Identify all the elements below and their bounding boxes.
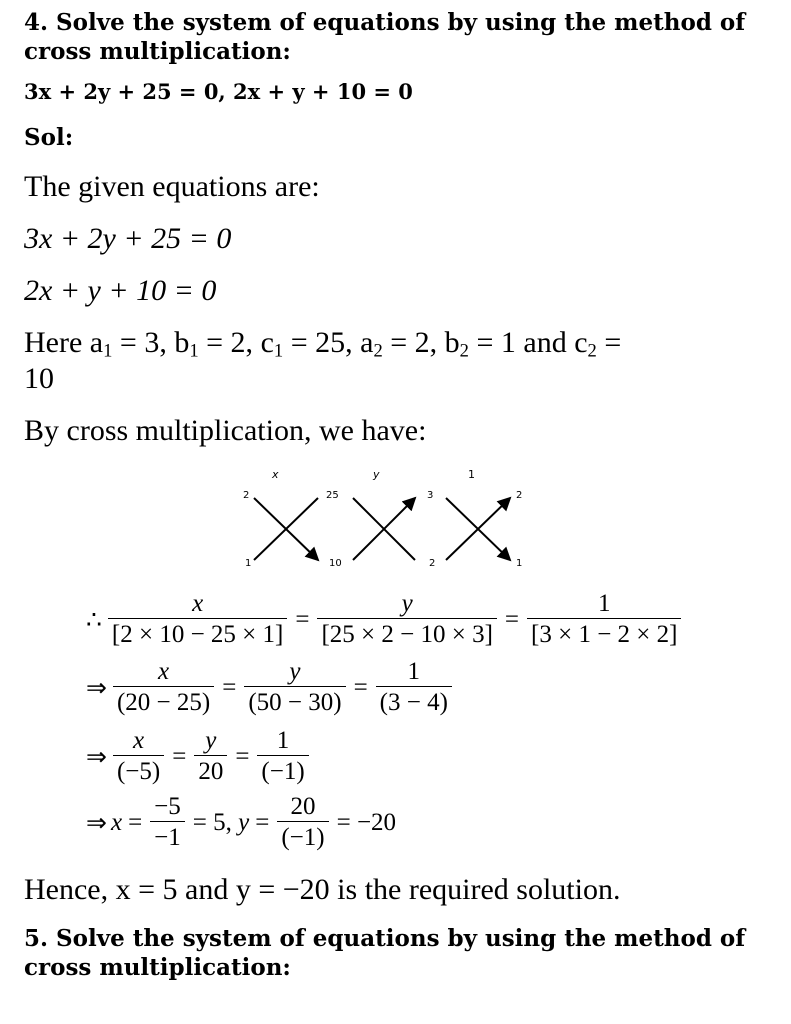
question-4-heading-line2: cross multiplication: xyxy=(24,38,291,65)
implies-arrow: ⇒ xyxy=(86,674,107,702)
fraction-1: $\frac{1}{[3 \times 1 - 2 \times 2]}$ xyxy=(527,590,681,649)
diagram-num-3: 3 xyxy=(427,490,434,501)
b1-value: = 2, xyxy=(206,326,254,359)
fraction-x: $\frac{x}{[2 \times 10 - 25 \times 1]}$ xyxy=(108,590,287,649)
fraction-y-value: $\frac{20}{(-1)}$ xyxy=(277,793,328,852)
step-1: ∴ $\frac{x}{[2 \times 10 - 25 \times 1]}$ = $\frac{y}{[25 \times 2 - 10 \times 3]}$ = $\frac{1}{[3 \times 1 - 2 \times 2]}$ xyxy=(86,590,683,649)
a2-value: = 2, xyxy=(390,326,438,359)
fraction-x: $\frac{x}{(20 - 25)}$ xyxy=(113,658,214,717)
question-4-equations: 3x + 2y + 25 = 0, 2x + y + 10 = 0 xyxy=(24,79,413,104)
variable-y: y xyxy=(238,808,250,836)
step-3: ⇒ $\frac{x}{(-5)}$ = $\frac{y}{20}$ = $\frac{1}{(-1)}$ xyxy=(86,727,311,786)
therefore-symbol: ∴ xyxy=(86,606,102,634)
diagram-label-y: y xyxy=(373,468,380,481)
diagram-num-2b: 2 xyxy=(429,558,436,569)
question-4-heading xyxy=(24,8,745,66)
x-result: = 5, xyxy=(192,808,239,836)
c2-eq: = xyxy=(604,326,622,359)
c2-value: 10 xyxy=(24,362,54,395)
implies-arrow: ⇒ xyxy=(86,743,107,771)
fraction-x-value: $\frac{-5}{-1}$ xyxy=(150,793,185,852)
equation-1: 3x + 2y + 25 = 0 xyxy=(24,222,232,255)
fraction-1: $\frac{1}{(-1)}$ xyxy=(257,727,308,786)
question-5-heading-line1: 5. Solve the system of equations by using the method of xyxy=(24,925,746,952)
a1-value: = 3, xyxy=(119,326,167,359)
coefficients-line: Here $a_1 = 3$, $b_1 = 2$, $c_1 = 25$, $a_2 = 2$, $b_2 = 1$ and $c_2$ = xyxy=(24,326,622,362)
step-4: ⇒ x = $\frac{-5}{-1}$ = 5, y = $\frac{20}{(-1)}$ = −20 xyxy=(86,793,397,851)
here-text: Here xyxy=(24,326,83,359)
cross-multiplication-diagram xyxy=(230,460,540,575)
y-result: = −20 xyxy=(336,808,397,836)
conclusion: Hence, x = 5 and y = −20 is the required solution. xyxy=(24,873,621,906)
diagram-num-1a: 1 xyxy=(245,558,252,569)
fraction-x: $\frac{x}{(-5)}$ xyxy=(113,727,164,786)
b2-value: = 1 and xyxy=(476,326,567,359)
implies-arrow: ⇒ xyxy=(86,809,107,837)
equation-2: 2x + y + 10 = 0 xyxy=(24,274,217,307)
fraction-y: $\frac{y}{(50 - 30)}$ xyxy=(244,658,345,717)
variable-x: x xyxy=(110,808,123,836)
solution-label: Sol: xyxy=(24,124,74,151)
diagram-num-1b: 1 xyxy=(516,558,523,569)
diagram-label-x: x xyxy=(272,468,279,481)
diagram-label-1: 1 xyxy=(468,468,475,481)
fraction-y: $\frac{y}{20}$ xyxy=(194,727,227,786)
question-4-heading-line1: 4. Solve the system of equations by using the method of xyxy=(24,9,746,36)
solution-intro: The given equations are: xyxy=(24,170,320,203)
step-2: ⇒ $\frac{x}{(20 - 25)}$ = $\frac{y}{(50 - 30)}$ = $\frac{1}{(3 - 4)}$ xyxy=(86,658,454,717)
fraction-y: $\frac{y}{[25 \times 2 - 10 \times 3]}$ xyxy=(317,590,496,649)
question-5-heading-line2: cross multiplication: xyxy=(24,954,291,981)
diagram-num-2c: 2 xyxy=(516,490,523,501)
cross-multiplication-intro: By cross multiplication, we have: xyxy=(24,414,427,447)
question-5-heading xyxy=(24,924,745,982)
c1-value: = 25, xyxy=(290,326,353,359)
diagram-num-25: 25 xyxy=(326,490,339,501)
diagram-num-2a: 2 xyxy=(243,490,250,501)
diagram-num-10: 10 xyxy=(329,558,342,569)
fraction-1: $\frac{1}{(3 - 4)}$ xyxy=(376,658,452,717)
